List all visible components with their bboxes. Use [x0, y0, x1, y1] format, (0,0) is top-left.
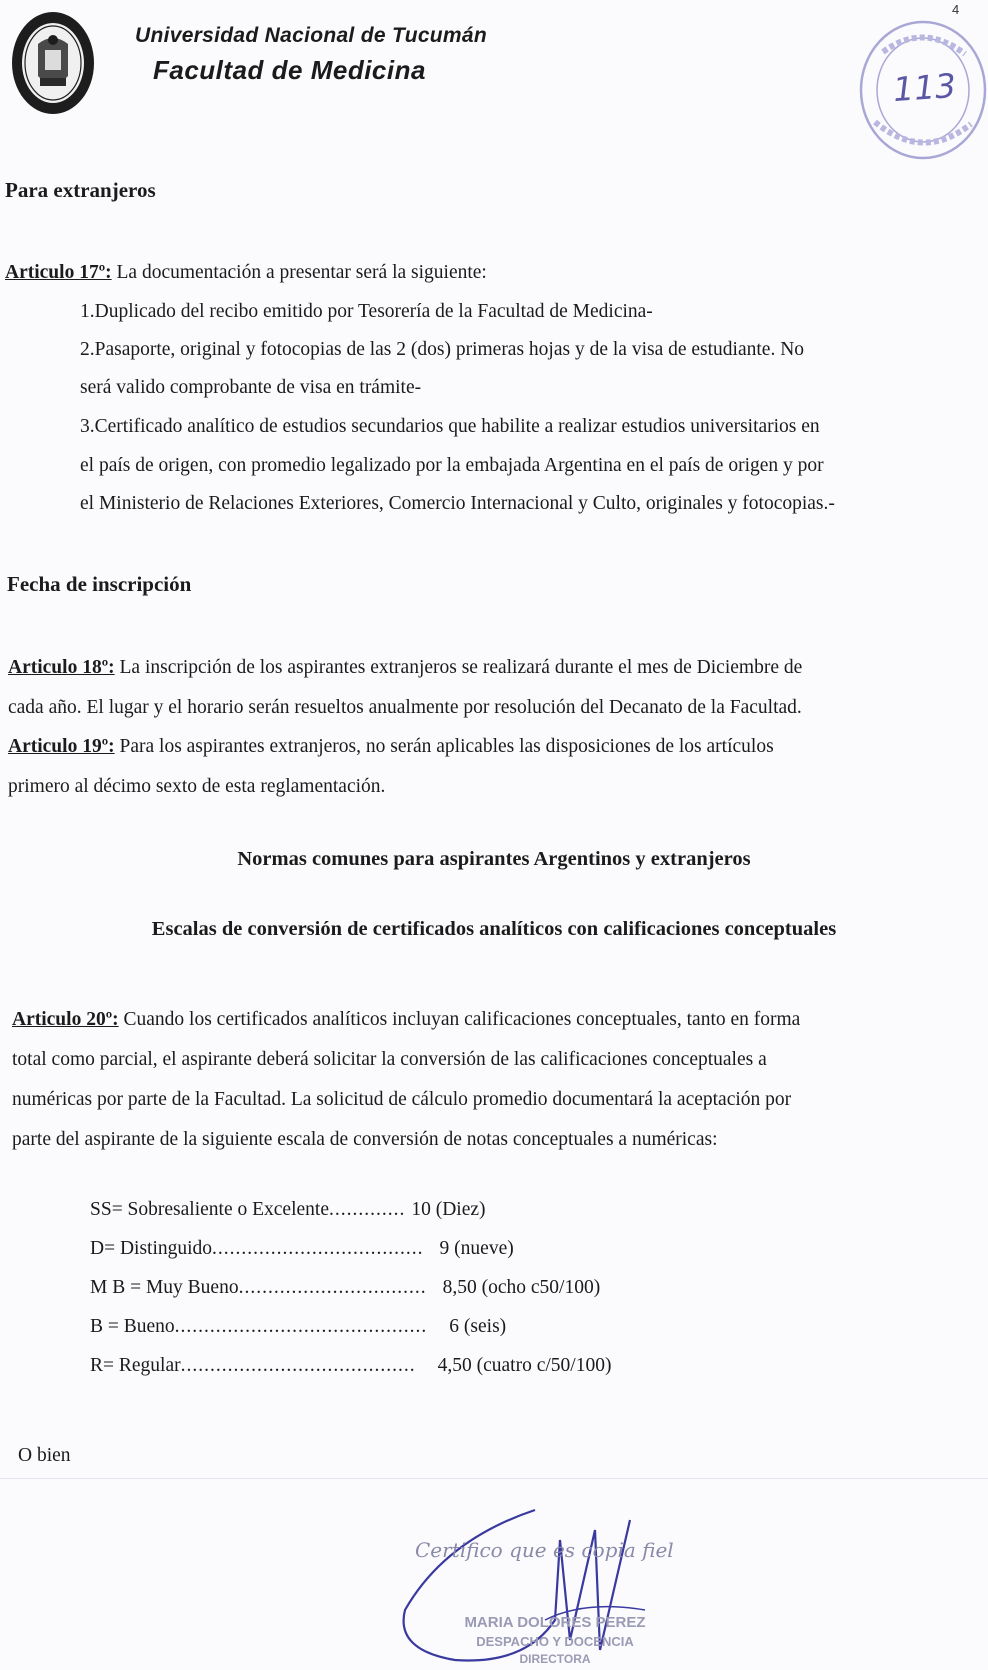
article-20-line-2: total como parcial, el aspirante deberá solicitar la conversión de las calificaciones conceptuales a	[12, 1049, 767, 1070]
signature-certification-text: Certifico que es copia fiel	[415, 1538, 674, 1562]
article-17-item-2-line-1: 2.Pasaporte, original y fotocopias de las 2 (dos) primeras hojas y de la visa de estudiante. No	[80, 339, 805, 360]
article-18-line-2: cada año. El lugar y el horario serán resueltos anualmente por resolución del Decanato de la Facultad.	[8, 697, 802, 718]
university-seal-icon	[10, 10, 96, 116]
article-17-label: Articulo 17º:	[5, 262, 112, 283]
article-20-text: Cuando los certificados analíticos incluyan calificaciones conceptuales, tanto en forma	[118, 1009, 801, 1030]
divider	[0, 1478, 988, 1479]
folio-number: 113	[891, 65, 958, 110]
article-20-label: Articulo 20º:	[12, 1009, 119, 1030]
heading-fecha-inscripcion: Fecha de inscripción	[7, 572, 192, 596]
scale-row-d: D= Distinguido .................................... 9 (nueve)	[90, 1238, 514, 1259]
article-17-item-3-line-2: el país de origen, con promedio legalizado por la embajada Argentina en el país de origen y por	[80, 455, 824, 476]
article-18-text: La inscripción de los aspirantes extranjeros se realizará durante el mes de Diciembre de	[114, 657, 803, 678]
scale-row-mb: M B = Muy Bueno ................................ 8,50 (ocho c50/100)	[90, 1277, 601, 1298]
signature-stamp-name: MARIA DOLORES PEREZ	[464, 1614, 646, 1631]
scale-row-r: R= Regular ........................................ 4,50 (cuatro c/50/100)	[90, 1355, 612, 1376]
signature-stamp-role-2: DIRECTORA	[519, 1652, 591, 1666]
page-number: 4	[952, 2, 960, 17]
article-20-line-3: numéricas por parte de la Facultad. La solicitud de cálculo promedio documentará la aceptación por	[12, 1089, 792, 1110]
article-17-item-3-line-3: el Ministerio de Relaciones Exteriores, Comercio Internacional y Culto, originales y fotocopias.-	[80, 493, 835, 514]
article-19-line-2: primero al décimo sexto de esta reglamentación.	[8, 776, 386, 797]
article-17-text: La documentación a presentar será la siguiente:	[111, 262, 487, 283]
article-17-item-1: 1.Duplicado del recibo emitido por Tesorería de la Facultad de Medicina-	[80, 301, 653, 322]
university-name: Universidad Nacional de Tucumán	[135, 24, 488, 47]
article-17-item-2-line-2: será valido comprobante de visa en trámite-	[80, 377, 422, 398]
article-18-line-1	[8, 648, 802, 688]
article-17-item-3-line-1: 3.Certificado analítico de estudios secundarios que habilite a realizar estudios universitarios en	[80, 416, 820, 437]
scale-row-ss: SS= Sobresaliente o Excelente ............. 10 (Diez)	[90, 1199, 486, 1220]
heading-escalas-conversion: Escalas de conversión de certificados analíticos con calificaciones conceptuales	[151, 918, 837, 940]
article-19-text: Para los aspirantes extranjeros, no serán aplicables las disposiciones de los artículos	[114, 736, 774, 757]
article-19-label: Articulo 19º:	[8, 736, 115, 757]
heading-para-extranjeros: Para extranjeros	[5, 178, 156, 202]
article-17-line	[5, 253, 487, 293]
o-bien-text: O bien	[18, 1445, 71, 1466]
article-19-line-1	[8, 727, 774, 767]
article-20-line-1	[12, 1000, 800, 1040]
article-20-line-4: parte del aspirante de la siguiente escala de conversión de notas conceptuales a numéricas:	[12, 1129, 718, 1150]
scale-row-b: B = Bueno ........................................... 6 (seis)	[90, 1316, 507, 1337]
heading-normas-comunes: Normas comunes para aspirantes Argentinos y extranjeros	[237, 848, 751, 870]
faculty-name: Facultad de Medicina	[153, 55, 426, 85]
signature-stamp-role-1: DESPACHO Y DOCENCIA	[476, 1634, 634, 1649]
article-18-label: Articulo 18º:	[8, 657, 115, 678]
